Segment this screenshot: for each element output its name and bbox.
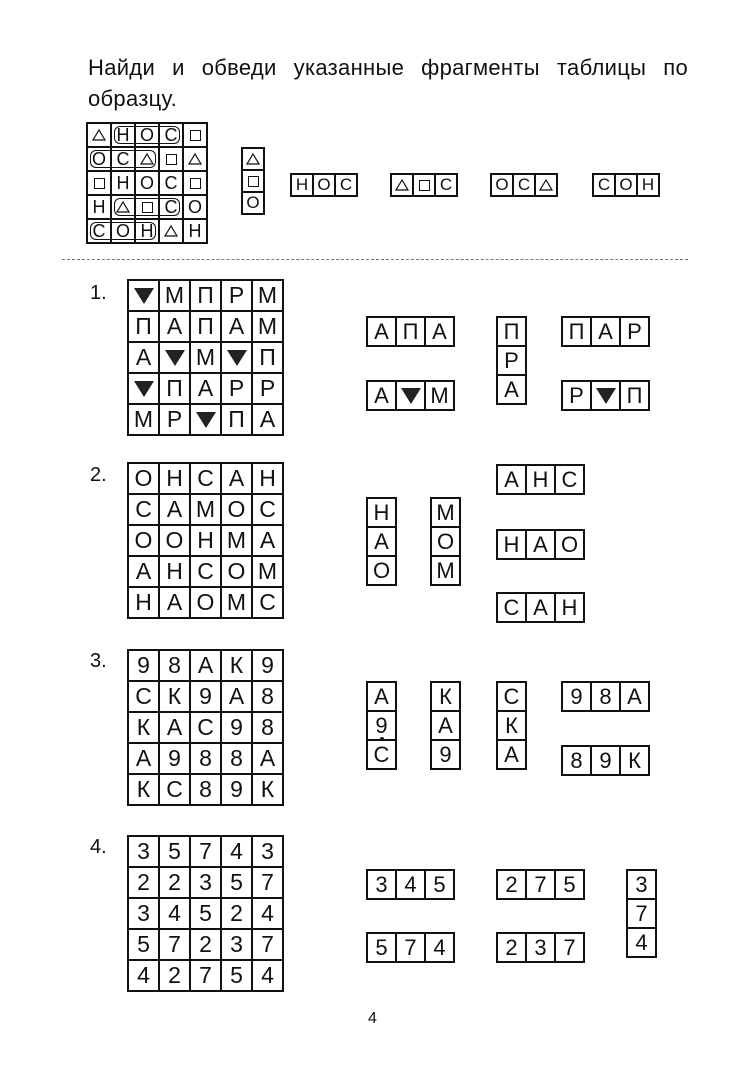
grid-cell: О	[491, 174, 513, 196]
grid-cell: А	[367, 682, 396, 711]
fragment[interactable]	[561, 380, 650, 411]
grid-cell: 9	[221, 712, 252, 743]
grid-cell: Н	[111, 123, 135, 147]
grid-cell: О	[431, 527, 460, 556]
grid-cell: О	[128, 525, 159, 556]
filled-triangle-icon	[227, 350, 247, 366]
grid-cell: М	[190, 342, 221, 373]
grid-cell: 9	[221, 774, 252, 805]
grid-cell: А	[221, 311, 252, 342]
grid-cell: 9	[591, 746, 620, 775]
grid-cell: С	[87, 219, 111, 243]
filled-triangle-icon	[221, 342, 252, 373]
grid-cell: 5	[128, 929, 159, 960]
outline-square-icon	[183, 123, 207, 147]
grid-cell: Р	[252, 373, 283, 404]
grid-cell: Р	[620, 317, 649, 346]
fragment[interactable]	[366, 380, 455, 411]
grid-cell: О	[135, 123, 159, 147]
outline-square-icon	[142, 202, 153, 213]
dot-mark	[380, 737, 384, 741]
grid-cell: А	[591, 317, 620, 346]
grid-cell: А	[620, 682, 649, 711]
grid-cell: А	[497, 375, 526, 404]
grid-cell: Н	[555, 593, 584, 622]
filled-triangle-icon	[591, 381, 620, 410]
outline-square-icon	[166, 154, 177, 165]
grid-cell: 8	[252, 712, 283, 743]
grid-cell: 5	[221, 960, 252, 991]
grid-cell: А	[526, 530, 555, 559]
grid-cell: Н	[367, 498, 396, 527]
grid-cell: С	[190, 712, 221, 743]
grid-cell: Р	[497, 346, 526, 375]
filled-triangle-icon	[128, 373, 159, 404]
grid-cell: К	[128, 712, 159, 743]
filled-triangle-icon	[165, 350, 185, 366]
grid-cell: А	[221, 463, 252, 494]
grid-cell: А	[159, 311, 190, 342]
fragment[interactable]	[496, 316, 527, 405]
grid-cell: А	[431, 711, 460, 740]
outline-triangle-icon	[395, 179, 409, 191]
fragment[interactable]	[366, 316, 455, 347]
filled-triangle-icon	[134, 381, 154, 397]
grid-cell: 2	[190, 929, 221, 960]
example-fragment[interactable]	[290, 173, 358, 197]
grid-cell: С	[128, 681, 159, 712]
grid-cell: М	[221, 587, 252, 618]
grid-cell: М	[425, 381, 454, 410]
fragment[interactable]	[366, 497, 397, 586]
outline-square-icon	[135, 195, 159, 219]
grid-cell: 2	[128, 867, 159, 898]
task-grid	[127, 279, 284, 436]
filled-triangle-icon	[196, 412, 216, 428]
grid-cell: С	[159, 123, 183, 147]
fragment[interactable]	[561, 316, 650, 347]
grid-cell: 3	[128, 898, 159, 929]
grid-cell: Н	[637, 174, 659, 196]
grid-cell: О	[159, 525, 190, 556]
grid-cell: 5	[221, 867, 252, 898]
grid-cell: 7	[555, 933, 584, 962]
grid-cell: С	[190, 463, 221, 494]
grid-cell: К	[252, 774, 283, 805]
outline-square-icon	[190, 130, 201, 141]
grid-cell: П	[190, 311, 221, 342]
grid-cell: Р	[159, 404, 190, 435]
grid-cell: А	[252, 525, 283, 556]
grid-cell: 9	[190, 681, 221, 712]
fragment[interactable]	[561, 745, 650, 776]
grid-cell: 3	[221, 929, 252, 960]
filled-triangle-icon	[401, 388, 421, 404]
grid-cell: 9	[128, 650, 159, 681]
task-number: 3.	[90, 650, 107, 672]
grid-cell: 7	[526, 870, 555, 899]
grid-cell: А	[128, 556, 159, 587]
fragment[interactable]	[496, 592, 585, 623]
grid-cell: 8	[221, 743, 252, 774]
grid-cell: М	[431, 498, 460, 527]
outline-square-icon	[87, 171, 111, 195]
grid-cell: А	[252, 404, 283, 435]
grid-cell: Н	[159, 556, 190, 587]
task-number: 1.	[90, 282, 107, 304]
grid-cell: А	[190, 373, 221, 404]
grid-cell: 7	[627, 899, 656, 928]
grid-cell: 2	[497, 933, 526, 962]
grid-cell: П	[128, 311, 159, 342]
grid-cell: С	[252, 587, 283, 618]
filled-triangle-icon	[190, 404, 221, 435]
outline-square-icon	[190, 178, 201, 189]
grid-cell: 3	[252, 836, 283, 867]
grid-cell: А	[190, 650, 221, 681]
grid-cell: А	[367, 527, 396, 556]
grid-cell: П	[620, 381, 649, 410]
grid-cell: 9	[431, 740, 460, 769]
fragment[interactable]	[366, 932, 455, 963]
fragment[interactable]	[496, 464, 585, 495]
grid-cell: 9	[252, 650, 283, 681]
outline-triangle-icon	[159, 219, 183, 243]
grid-cell: 8	[252, 681, 283, 712]
grid-cell: М	[252, 280, 283, 311]
grid-cell: О	[183, 195, 207, 219]
outline-triangle-icon	[111, 195, 135, 219]
outline-triangle-icon	[188, 153, 202, 165]
instruction-text: Найди и обведи указанные фрагменты таблицы по образцу.	[88, 55, 688, 111]
grid-cell: Н	[291, 174, 313, 196]
grid-cell: С	[497, 593, 526, 622]
grid-cell: М	[128, 404, 159, 435]
grid-cell: О	[367, 556, 396, 585]
grid-cell: 3	[627, 870, 656, 899]
outline-triangle-icon	[391, 174, 413, 196]
grid-cell: Н	[183, 219, 207, 243]
section-divider	[62, 259, 688, 260]
grid-cell: 7	[159, 929, 190, 960]
grid-cell: А	[526, 593, 555, 622]
grid-cell: 7	[252, 929, 283, 960]
grid-cell: 5	[425, 870, 454, 899]
grid-cell: С	[555, 465, 584, 494]
task-grid	[127, 649, 284, 806]
grid-cell: Р	[221, 280, 252, 311]
grid-cell: О	[87, 147, 111, 171]
grid-cell: С	[593, 174, 615, 196]
grid-cell: О	[111, 219, 135, 243]
grid-cell: С	[159, 774, 190, 805]
grid-cell: Н	[128, 587, 159, 618]
grid-cell: А	[367, 381, 396, 410]
example-grid	[86, 122, 208, 244]
outline-triangle-icon	[535, 174, 557, 196]
grid-cell: А	[252, 743, 283, 774]
outline-triangle-icon	[183, 147, 207, 171]
grid-cell: О	[221, 556, 252, 587]
grid-cell: О	[190, 587, 221, 618]
grid-cell: К	[431, 682, 460, 711]
outline-triangle-icon	[92, 129, 106, 141]
grid-cell: А	[221, 681, 252, 712]
grid-cell: П	[221, 404, 252, 435]
grid-cell: 4	[425, 933, 454, 962]
grid-cell: А	[425, 317, 454, 346]
grid-cell: 4	[252, 960, 283, 991]
grid-cell: 5	[159, 836, 190, 867]
grid-cell: М	[159, 280, 190, 311]
grid-cell: Н	[497, 530, 526, 559]
example-fragment[interactable]	[390, 173, 458, 197]
grid-cell: 4	[159, 898, 190, 929]
grid-cell: 8	[159, 650, 190, 681]
task-number: 2.	[90, 464, 107, 486]
grid-cell: К	[159, 681, 190, 712]
grid-cell: А	[128, 342, 159, 373]
grid-cell: 2	[497, 870, 526, 899]
grid-cell: 9	[367, 711, 396, 740]
grid-cell: 9	[159, 743, 190, 774]
grid-cell: С	[111, 147, 135, 171]
grid-cell: К	[620, 746, 649, 775]
grid-cell: М	[221, 525, 252, 556]
grid-cell: 4	[221, 836, 252, 867]
grid-cell: С	[513, 174, 535, 196]
filled-triangle-icon	[128, 280, 159, 311]
grid-cell: Р	[562, 381, 591, 410]
grid-cell: Н	[159, 463, 190, 494]
grid-cell: М	[252, 556, 283, 587]
outline-triangle-icon	[87, 123, 111, 147]
grid-cell: Н	[87, 195, 111, 219]
grid-cell: П	[396, 317, 425, 346]
outline-square-icon	[242, 170, 264, 192]
grid-cell: 7	[190, 836, 221, 867]
grid-cell: П	[190, 280, 221, 311]
grid-cell: О	[313, 174, 335, 196]
page-number: 4	[368, 1010, 377, 1027]
grid-cell: О	[242, 192, 264, 214]
grid-cell: 8	[591, 682, 620, 711]
grid-cell: К	[497, 711, 526, 740]
grid-cell: С	[159, 195, 183, 219]
grid-cell: 3	[526, 933, 555, 962]
grid-cell: С	[190, 556, 221, 587]
grid-cell: 3	[367, 870, 396, 899]
grid-cell: М	[252, 311, 283, 342]
grid-cell: 8	[190, 774, 221, 805]
grid-cell: П	[159, 373, 190, 404]
filled-triangle-icon	[159, 342, 190, 373]
fragment[interactable]	[496, 869, 585, 900]
example-fragment[interactable]	[490, 173, 558, 197]
grid-cell: Н	[190, 525, 221, 556]
grid-cell: 4	[396, 870, 425, 899]
grid-cell: 2	[221, 898, 252, 929]
grid-cell: С	[335, 174, 357, 196]
grid-cell: 3	[128, 836, 159, 867]
grid-cell: О	[221, 494, 252, 525]
filled-triangle-icon	[134, 288, 154, 304]
grid-cell: 5	[555, 870, 584, 899]
outline-triangle-icon	[539, 179, 553, 191]
grid-cell: М	[190, 494, 221, 525]
grid-cell: 7	[396, 933, 425, 962]
grid-cell: Н	[252, 463, 283, 494]
grid-cell: С	[159, 171, 183, 195]
grid-cell: С	[497, 682, 526, 711]
grid-cell: 5	[190, 898, 221, 929]
grid-cell: А	[128, 743, 159, 774]
fragment[interactable]	[430, 497, 461, 586]
outline-square-icon	[183, 171, 207, 195]
grid-cell: С	[435, 174, 457, 196]
filled-triangle-icon	[596, 388, 616, 404]
grid-cell: 5	[367, 933, 396, 962]
outline-square-icon	[248, 176, 259, 187]
grid-cell: 7	[190, 960, 221, 991]
grid-cell: 8	[190, 743, 221, 774]
grid-cell: Н	[135, 219, 159, 243]
outline-triangle-icon	[140, 153, 154, 165]
fragment[interactable]	[496, 529, 585, 560]
grid-cell: А	[367, 317, 396, 346]
grid-cell: А	[159, 494, 190, 525]
grid-cell: О	[555, 530, 584, 559]
grid-cell: М	[431, 556, 460, 585]
grid-cell: О	[135, 171, 159, 195]
outline-square-icon	[413, 174, 435, 196]
grid-cell: П	[497, 317, 526, 346]
grid-cell: 4	[627, 928, 656, 957]
grid-cell: 8	[562, 746, 591, 775]
grid-cell: П	[562, 317, 591, 346]
fragment[interactable]	[430, 681, 461, 770]
grid-cell: О	[128, 463, 159, 494]
task-number: 4.	[90, 836, 107, 858]
fragment[interactable]	[496, 681, 527, 770]
fragment[interactable]	[561, 681, 650, 712]
grid-cell: С	[252, 494, 283, 525]
outline-square-icon	[419, 180, 430, 191]
fragment[interactable]	[366, 681, 397, 770]
task-grid	[127, 835, 284, 992]
grid-cell: О	[615, 174, 637, 196]
filled-triangle-icon	[396, 381, 425, 410]
outline-square-icon	[159, 147, 183, 171]
grid-cell: 2	[159, 960, 190, 991]
outline-triangle-icon	[242, 148, 264, 170]
grid-cell: 3	[190, 867, 221, 898]
grid-cell: Р	[221, 373, 252, 404]
fragment[interactable]	[366, 869, 455, 900]
grid-cell: П	[252, 342, 283, 373]
grid-cell: А	[497, 465, 526, 494]
grid-cell: К	[221, 650, 252, 681]
fragment[interactable]	[626, 869, 657, 958]
outline-square-icon	[94, 178, 105, 189]
grid-cell: 4	[128, 960, 159, 991]
grid-cell: А	[159, 587, 190, 618]
fragment[interactable]	[496, 932, 585, 963]
outline-triangle-icon	[116, 201, 130, 213]
example-fragment[interactable]	[592, 173, 660, 197]
outline-triangle-icon	[246, 153, 260, 165]
example-fragment[interactable]	[241, 147, 265, 215]
grid-cell: С	[367, 740, 396, 769]
grid-cell: 4	[252, 898, 283, 929]
task-grid	[127, 462, 284, 619]
grid-cell: А	[497, 740, 526, 769]
grid-cell: 7	[252, 867, 283, 898]
grid-cell: К	[128, 774, 159, 805]
grid-cell: Н	[526, 465, 555, 494]
outline-triangle-icon	[135, 147, 159, 171]
grid-cell: 9	[562, 682, 591, 711]
grid-cell: 2	[159, 867, 190, 898]
grid-cell: С	[128, 494, 159, 525]
grid-cell: Н	[111, 171, 135, 195]
grid-cell: А	[159, 712, 190, 743]
outline-triangle-icon	[164, 225, 178, 237]
